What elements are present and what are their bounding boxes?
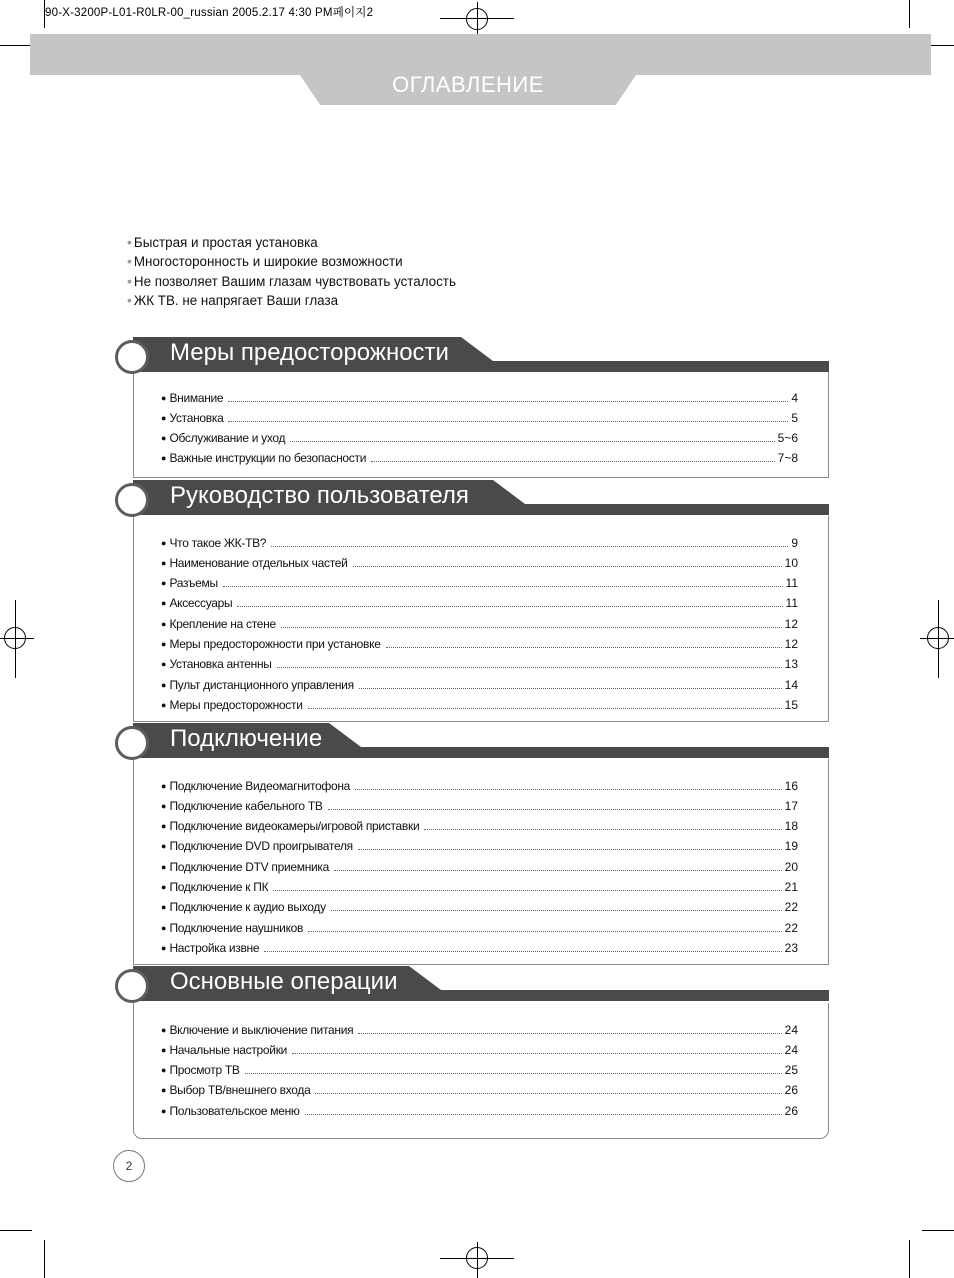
toc-entry-label: Подключение к аудио выходу — [169, 900, 326, 915]
toc-entry-label: Подключение кабельного ТВ — [169, 798, 323, 813]
dot-leader — [281, 620, 782, 628]
toc-entry-page: 10 — [784, 555, 798, 570]
dot-leader — [228, 414, 788, 422]
toc-entry-page: 26 — [784, 1083, 798, 1098]
dot-leader — [328, 802, 782, 810]
toc-entry[interactable] — [161, 879, 798, 896]
toc-entry[interactable] — [161, 676, 798, 693]
toc-entry-label: Важные инструкции по безопасности — [169, 451, 367, 466]
toc-entry-page: 7~8 — [777, 451, 798, 466]
toc-entry-label: Меры предосторожности — [169, 697, 303, 712]
toc-entry-page: 4 — [791, 390, 798, 405]
section-circle-icon — [115, 726, 149, 760]
bullet-icon: ● — [161, 861, 167, 872]
dot-leader — [223, 579, 783, 587]
toc-entry-label: Крепление на стене — [169, 616, 276, 631]
dot-leader — [359, 681, 782, 689]
toc-entry-page: 15 — [784, 697, 798, 712]
bullet-icon: ● — [161, 1105, 167, 1116]
dot-leader — [315, 1086, 781, 1094]
toc-entry[interactable] — [161, 777, 798, 794]
bullet-icon: ● — [161, 433, 167, 444]
bullet-icon: ● — [161, 1065, 167, 1076]
dot-leader — [228, 394, 788, 402]
toc-entry-label: Подключение наушников — [169, 920, 304, 935]
dot-leader — [334, 863, 782, 871]
toc-entry[interactable] — [161, 1102, 798, 1119]
toc-entry-label: Установка — [169, 410, 224, 425]
dot-leader — [371, 454, 775, 462]
toc-entry-page: 22 — [784, 920, 798, 935]
toc-entry[interactable] — [161, 919, 798, 936]
bullet-icon: ● — [161, 882, 167, 892]
toc-entry[interactable] — [161, 554, 798, 571]
toc-entry[interactable] — [161, 636, 798, 653]
toc-entry[interactable] — [161, 696, 798, 713]
dot-leader — [277, 660, 782, 668]
dot-leader — [290, 434, 774, 442]
toc-entry[interactable] — [161, 818, 798, 835]
toc-entry-label: Выбор ТВ/внешнего входа — [169, 1083, 311, 1098]
toc-entry-page: 11 — [785, 576, 798, 591]
toc-entry[interactable] — [161, 1062, 798, 1079]
dot-leader — [273, 883, 781, 891]
section-title: Меры предосторожности — [170, 339, 449, 366]
bullet-icon: ● — [161, 578, 167, 589]
toc-entry-page: 22 — [784, 900, 798, 915]
toc-entry[interactable] — [161, 615, 798, 632]
bullet-icon: ● — [161, 679, 167, 690]
toc-entry-label: Пульт дистанционного управления — [169, 677, 354, 692]
toc-entry[interactable] — [161, 797, 798, 814]
bullet-icon: ● — [161, 557, 167, 568]
bullet-icon: ● — [161, 922, 167, 933]
section-title: Основные операции — [170, 968, 398, 995]
dot-leader — [308, 924, 782, 932]
dot-leader — [292, 1046, 782, 1054]
toc-entry-page: 9 — [791, 535, 798, 550]
bullet-icon: ● — [161, 902, 167, 913]
toc-entry-page: 23 — [784, 940, 798, 955]
bullet-icon: ● — [161, 841, 167, 852]
dot-leader — [353, 559, 782, 567]
toc-entry-page: 5~6 — [777, 431, 798, 446]
feature-list — [127, 233, 456, 311]
bullet-icon: ● — [161, 412, 167, 423]
toc-entry[interactable] — [161, 939, 798, 956]
toc-entry-label: Подключение видеокамеры/игровой приставки — [169, 819, 420, 834]
toc-entry[interactable] — [161, 534, 798, 551]
toc-entry-page: 11 — [785, 596, 798, 611]
page-number: 2 — [113, 1150, 145, 1182]
toc-entry-page: 24 — [784, 1042, 798, 1057]
toc-entry-label: Подключение Видеомагнитофона — [169, 778, 351, 793]
toc-entry[interactable] — [161, 575, 798, 592]
section-circle-icon — [115, 340, 149, 374]
dot-leader — [308, 701, 782, 709]
toc-entry[interactable] — [161, 430, 798, 447]
toc-entry[interactable] — [161, 1021, 798, 1038]
bullet-icon: ● — [161, 453, 167, 464]
toc-entry[interactable] — [161, 656, 798, 673]
toc-entry-label: Пользовательское меню — [169, 1103, 300, 1118]
feature-item: • Быстрая и простая установка — [127, 234, 318, 250]
dot-leader — [305, 1107, 782, 1115]
bullet-icon: ● — [161, 821, 167, 832]
toc-entry[interactable] — [161, 389, 798, 406]
toc-entry[interactable] — [161, 899, 798, 916]
toc-entry-page: 12 — [784, 616, 798, 631]
dot-leader — [424, 822, 781, 830]
bullet-icon: ● — [161, 537, 167, 548]
toc-entry[interactable] — [161, 1082, 798, 1099]
toc-entry-page: 24 — [784, 1022, 798, 1037]
bullet-icon: ● — [161, 1044, 167, 1055]
toc-entry[interactable] — [161, 450, 798, 467]
bullet-icon: ● — [161, 392, 167, 403]
print-header: 90-X-3200P-L01-R0LR-00_russian 2005.2.17 4:30 PM페이지2 — [45, 7, 374, 19]
page-title: ОГЛАВЛЕНИЕ — [392, 72, 544, 97]
dot-leader — [358, 842, 782, 850]
toc-entry-page: 12 — [784, 637, 798, 651]
bullet-icon: ● — [161, 598, 167, 609]
section-title: Руководство пользователя — [170, 482, 469, 509]
toc-entry-page: 16 — [784, 778, 798, 793]
bullet-icon: ● — [161, 639, 167, 649]
toc-entry-label: Меры предосторожности при установке — [169, 637, 381, 651]
feature-item: • Многосторонность и широкие возможности — [127, 253, 403, 270]
toc-entry-label: Подключение к ПК — [169, 880, 269, 894]
toc-entry-page: 14 — [784, 677, 798, 692]
dot-leader — [264, 944, 781, 952]
toc-entry-label: Подключение DVD проигрывателя — [169, 839, 353, 854]
toc-entry-page: 13 — [784, 657, 798, 672]
feature-item: • Не позволяет Вашим глазам чувствовать усталость — [127, 272, 456, 289]
bullet-icon: ● — [161, 1085, 167, 1096]
bullet-icon: ● — [161, 942, 167, 953]
toc-entry[interactable] — [161, 838, 798, 855]
toc-entry-label: Настройка извне — [169, 940, 260, 955]
toc-entry-label: Установка антенны — [169, 657, 272, 672]
toc-entry-label: Что такое ЖК-ТВ? — [169, 535, 267, 550]
toc-entry[interactable] — [161, 1041, 798, 1058]
toc-entry-label: Внимание — [169, 390, 224, 405]
toc-entry-label: Подключение DTV приемника — [169, 859, 330, 874]
bullet-icon: ● — [161, 800, 167, 811]
bullet-icon: ● — [161, 618, 167, 629]
toc-entry-page: 20 — [784, 859, 798, 874]
dot-leader — [237, 599, 782, 607]
dot-leader — [355, 782, 782, 790]
toc-entry-label: Начальные настройки — [169, 1042, 288, 1057]
toc-entry-label: Наименование отдельных частей — [169, 555, 348, 570]
bullet-icon: ● — [161, 1024, 167, 1035]
section-circle-icon — [115, 969, 149, 1003]
toc-entry[interactable] — [161, 595, 798, 612]
dot-leader — [331, 903, 782, 911]
toc-entry-label: Просмотр ТВ — [169, 1063, 240, 1078]
bullet-icon: ● — [161, 659, 167, 670]
header-bar — [30, 34, 931, 75]
toc-entry-page: 26 — [784, 1103, 798, 1118]
toc-entry-page: 21 — [784, 880, 798, 894]
toc-entry-label: Аксессуары — [169, 596, 233, 611]
section-circle-icon — [115, 483, 149, 517]
dot-leader — [358, 1026, 781, 1034]
toc-entry-label: Включение и выключение питания — [169, 1022, 354, 1037]
toc-entry-page: 25 — [784, 1063, 798, 1078]
toc-entry-page: 19 — [784, 839, 798, 854]
toc-entry-label: Разъемы — [169, 576, 218, 591]
toc-entry-page: 5 — [791, 410, 798, 425]
feature-item: • ЖК ТВ. не напрягает Ваши глаза — [127, 292, 339, 309]
toc-entry-page: 18 — [784, 819, 798, 834]
dot-leader — [245, 1066, 782, 1074]
bullet-icon: ● — [161, 699, 167, 710]
section-title: Подключение — [170, 725, 323, 752]
toc-entry[interactable] — [161, 409, 798, 426]
toc-entry-page: 17 — [784, 798, 798, 813]
bullet-icon: ● — [161, 780, 167, 791]
toc-entry[interactable] — [161, 858, 798, 875]
dot-leader — [386, 640, 782, 648]
toc-entry-label: Обслуживание и уход — [169, 431, 286, 446]
dot-leader — [271, 539, 788, 547]
